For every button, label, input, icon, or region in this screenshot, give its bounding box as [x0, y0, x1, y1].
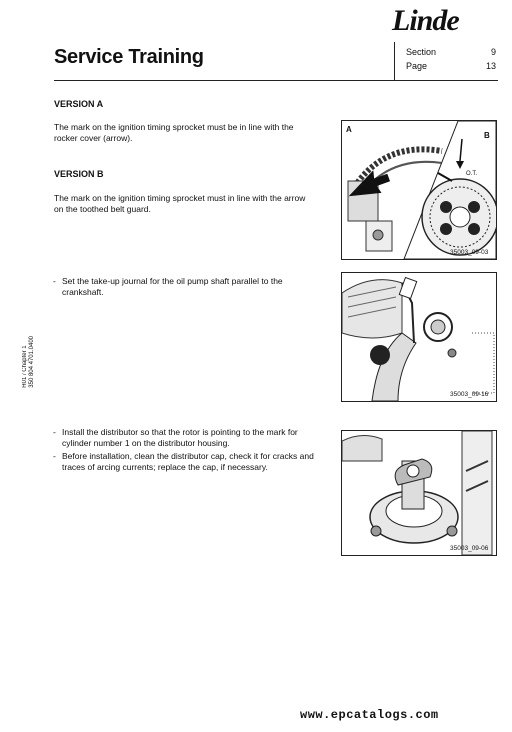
version-b-heading: VERSION B: [54, 169, 104, 179]
side-line-2: 350 804 4701.0400: [29, 336, 35, 388]
step-distributor-1: - Install the distributor so that the rotor is pointing to the mark for cylinder number 1 on the distributor housing.: [53, 427, 298, 448]
figure-oil-pump-journal: [341, 272, 497, 402]
side-reference: [22, 336, 36, 388]
step-distributor-2: - Before installation, clean the distributor cap, check it for cracks and traces of arcing currents; replace the cap, if necessary.: [53, 451, 314, 472]
figure-mark-ot: O.T.: [466, 171, 478, 177]
step-journal-text: Set the take-up journal for the oil pump shaft parallel to the crankshaft.: [62, 276, 283, 297]
version-a-text: The mark on the ignition timing sprocket must be in line with the rocker cover (arrow).: [54, 122, 294, 143]
page-label: Page: [406, 61, 428, 71]
version-a-heading: VERSION A: [54, 99, 104, 109]
step-distributor-1-text: Install the distributor so that the rotor is pointing to the mark for cylinder number 1 on the distributor housing.: [62, 427, 298, 448]
step-journal: - Set the take-up journal for the oil pump shaft parallel to the crankshaft.: [53, 276, 283, 297]
header-divider: [394, 42, 395, 80]
page-title: Service Training: [54, 46, 204, 68]
version-b-text: The mark on the ignition timing sprocket must in line with the arrow on the toothed belt guard.: [54, 193, 306, 214]
figure-label-a: A: [346, 125, 352, 134]
step-distributor-2-text: Before installation, clean the distributor cap, check it for cracks and traces of arcing currents; replace the cap, if necessary.: [62, 451, 314, 472]
figure-caption-2: 35003_09-16: [450, 391, 489, 398]
figure-caption-1: 35003_09-03: [450, 249, 489, 256]
header-rule: [54, 80, 498, 81]
brand-logo: Linde: [392, 4, 459, 37]
section-label: Section: [406, 47, 437, 57]
figure-label-b: B: [484, 131, 490, 140]
page-value: 13: [485, 61, 496, 71]
figure-timing-sprocket: [341, 120, 497, 260]
section-value: 9: [490, 47, 496, 57]
figure-caption-3: 35003_09-06: [450, 545, 489, 552]
footer-url[interactable]: www.epcatalogs.com: [300, 708, 439, 722]
figure-distributor: [341, 430, 497, 556]
side-line-1: H01 / Chapter 1: [22, 345, 28, 388]
